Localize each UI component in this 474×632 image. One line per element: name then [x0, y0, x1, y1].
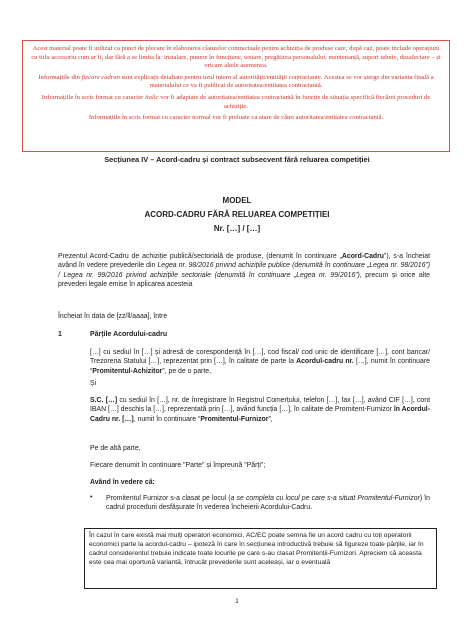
model-label: MODEL	[222, 196, 252, 205]
concluded-date-line: Încheiat în data de [zz/ll/aaaa], între	[58, 313, 168, 320]
party-1-text: […] cu sediul în […] și adresă de corespondență în […], cod fiscal/ cod unic de identificare […], cont bancar/ Trezoreria Statului […], reprezentat prin […], în calitate de parte la	[90, 349, 430, 366]
party-1-role: Promitentul-Achizitor	[92, 367, 163, 375]
page-number: 1	[235, 598, 239, 605]
whereas-italic: a se completa cu locul pe care s-a situat Promitentul-Furnizor	[230, 495, 420, 502]
intro-text: Prezentul Acord-Cadru de achiziție publică/sectorială de produse, (denumit în continuare „	[58, 253, 342, 260]
whereas-item-1	[106, 494, 430, 513]
law-reference: Legea nr. 98/2016 privind achizițiile publice (denumită în continuare „Legea nr. 98/2016”) / Legea nr. 99/2016 privind achizițiile sectoriale (denumită în continuare „Legea nr. 99/2016”)	[58, 262, 431, 279]
notice-italic-text: fiecare cadran	[81, 73, 120, 81]
intro-text: , precum și orice alte prevederi legale emise în aplicarea acesteia	[58, 271, 430, 288]
party-1-bold: Acordul-cadru nr.	[296, 358, 354, 366]
party-2-bold: în Acordul-Cadru nr. […]	[90, 406, 431, 423]
clause-number: 1	[58, 331, 62, 338]
party-1-text: […], numit în continuare “	[90, 358, 430, 375]
party-1-paragraph	[90, 348, 430, 376]
notice-text: vor fi adaptate de autoritatea/entitatea contractantă în funcție de situația specifică fiecărei proceduri de achiziție.	[158, 93, 431, 110]
party-2-text: ”,	[268, 415, 273, 423]
clause-title: Părțile Acordului-cadru	[90, 331, 168, 338]
parties-definition: Fiecare denumit în continuare "Parte" și împreună "Părți";	[90, 462, 266, 469]
notice-italic-text: italic	[145, 93, 159, 101]
notice-paragraph-1: Acest material poate fi utilizat ca punct de plecare în elaborarea clauzelor contractuale pentru achiziția de produse care, după caz, poate include operațiuni cu titlu accesoriu cum ar fi, dar fără a se limita la: instalare, punere în funcțiune, testare, pregătirea personalului, mentenanță, suport tehnic, dezafectare – și oricare altele asemenea.	[31, 45, 441, 70]
notice-paragraph-4: Informațiile în scris format cu caracter normal vor fi preluate ca atare de către autoritatea/entitatea contractantă.	[88, 114, 384, 122]
intro-bold: Acord-Cadru	[341, 253, 385, 260]
notice-text: Informațiile în scris format cu caracter	[41, 93, 146, 101]
whereas-text: Promitentul Furnizor s-a clasat pe locul (	[106, 495, 231, 502]
guidance-note-text: În cazul în care există mai mulți operatori economici, AC/EC poate semna fie un acord cadru cu toți operatorii economici parte la acordul-cadru – ipoteză în care în secțiunea introductivă trebuie să figureze toate părțile, iar în cadrul considerentul trebuie indicate toate locurile pe care s-au clasat Promitenții-Furnizori. Apreciem că aceasta este cea mai oportună variantă, întrucât prevederile sunt aceleași, iar o eventuală	[89, 532, 424, 566]
party-1-text: ”, pe de o parte,	[162, 367, 212, 375]
other-part-line: Pe de altă parte,	[90, 445, 141, 452]
party-2-bold: S.C. […]	[90, 397, 118, 404]
guidance-note-box	[84, 528, 437, 589]
usage-notice-box	[22, 40, 450, 152]
party-2-role: Promitentul-Furnizor	[200, 415, 269, 423]
and-connector: Și	[90, 380, 97, 387]
document-number: Nr. […] / […]	[213, 224, 261, 233]
whereas-heading: Având în vedere că:	[90, 479, 155, 486]
intro-text: ”), s-a încheiat având în vedere prevederile din	[58, 253, 430, 270]
bullet-icon: •	[90, 494, 93, 501]
notice-text: Informațiile din	[38, 73, 82, 81]
notice-paragraph-2	[29, 74, 443, 91]
whereas-text: ) în cadrul procedurii desfășurate în vederea încheierii Acordului-Cadru.	[106, 495, 430, 512]
party-2-text: , numit în continuare “	[133, 415, 201, 423]
notice-text: sunt explicații detaliate pentru uzul intern al autorității/entității contractante. Acestea se vor șterge din varianta finală a materialului ce va fi publicat de autoritatea/entitatea contractantă.	[119, 73, 434, 90]
section-title: Secțiunea IV – Acord-cadru și contract subsecvent fără reluarea competiției	[104, 155, 370, 164]
document-title: ACORD-CADRU FĂRĂ RELUAREA COMPETIȚIEI	[144, 210, 330, 219]
notice-paragraph-3	[29, 94, 443, 111]
party-2-text: cu sediul în […], nr. de înregistrare în Registrul Comerțului, telefon […], fax […], având CIF […], cont IBAN […] deschis la […], reprezentată prin […], având funcția […], în calitate de Promitent-Furnizor	[90, 397, 430, 414]
intro-paragraph	[58, 252, 430, 289]
party-2-paragraph	[90, 396, 430, 424]
